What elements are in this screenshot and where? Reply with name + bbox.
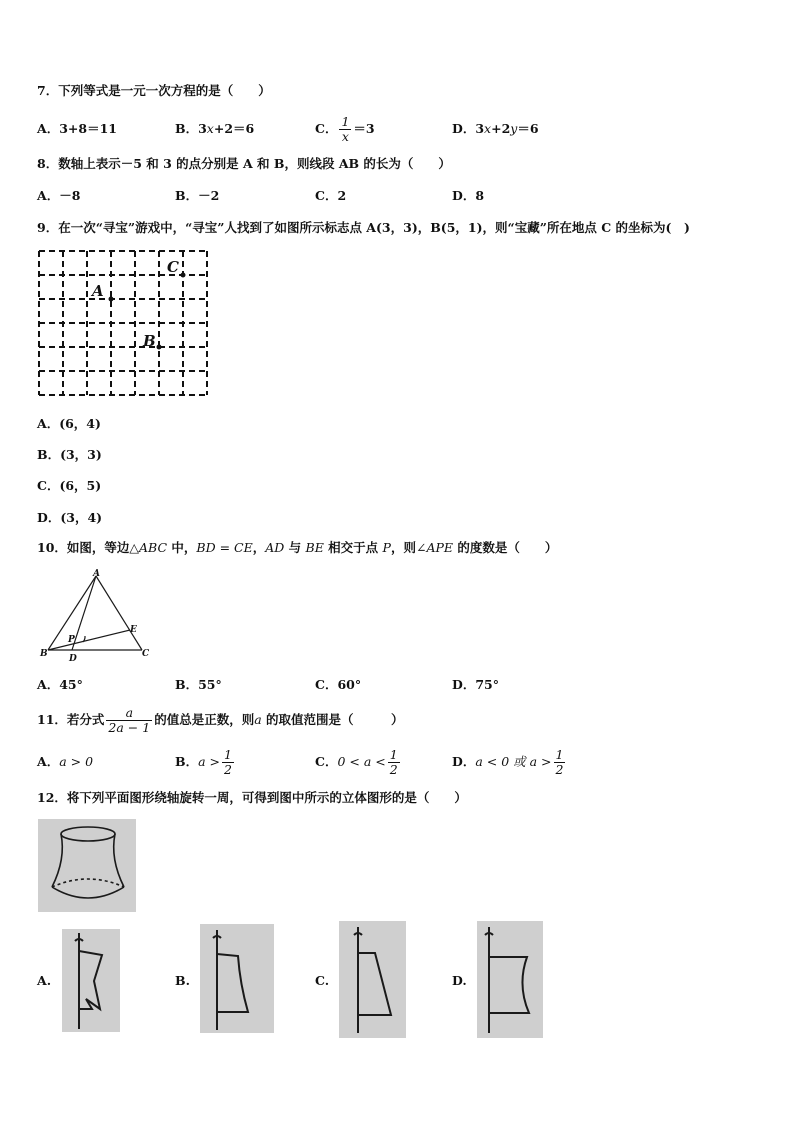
q12-option-d-label[interactable]: D. [452, 973, 467, 988]
q10-stem [37, 540, 557, 556]
q12-option-c-shape [339, 921, 406, 1038]
q7-option-d-var2: y [510, 121, 518, 136]
q9-option-b[interactable]: B．(3，3) [37, 447, 102, 462]
q12-option-c-photo[interactable] [339, 921, 406, 1038]
q12-option-c-label[interactable]: C. [315, 973, 330, 988]
q11-option-b-den: 2 [223, 762, 232, 777]
q12-solid-figure-photo [38, 819, 136, 912]
q12-option-b-label[interactable]: B. [175, 973, 190, 988]
q11-option-c-fraction [388, 748, 400, 777]
q11-option-b-num: 1 [223, 747, 232, 762]
q10-label-p: P [68, 635, 75, 645]
q11-option-a-label: A． [37, 754, 60, 769]
q11-fraction-den: 2a − 1 [108, 720, 151, 735]
q12-stem: 12．将下列平面图形绕轴旋转一周，可得到图中所示的立体图形的是（ ） [37, 790, 467, 805]
q9-label-b: B [143, 332, 156, 350]
q11-option-d-pre: a < 0 或 a > [475, 754, 552, 769]
q11-option-b-fraction [222, 748, 234, 777]
q10-p: P [382, 540, 391, 555]
q12-option-d-photo[interactable] [477, 921, 543, 1038]
q10-label-a: A [93, 569, 100, 579]
q9-point-c [181, 273, 186, 278]
q11-fraction [106, 706, 152, 735]
q12-option-a-photo[interactable] [62, 929, 120, 1032]
q7-option-d-label: D． [452, 121, 476, 136]
q11-option-c[interactable] [315, 743, 402, 781]
q11-option-b-label: B． [175, 754, 199, 769]
q7-option-c-label: C． [315, 121, 338, 136]
q12-option-b-photo[interactable] [200, 924, 274, 1033]
q10-equation: BD = CE [196, 540, 253, 555]
q8-option-d[interactable]: D．8 [452, 188, 485, 203]
q10-be: BE [305, 540, 324, 555]
q10-triangle: △ABC [129, 540, 168, 555]
q7-option-a-label: A． [37, 121, 60, 136]
q9-label-c: C [167, 258, 179, 276]
q10-ad: AD [265, 540, 285, 555]
q11-fraction-num: a [106, 706, 152, 721]
q11-option-b[interactable] [175, 743, 236, 781]
q9-grid-lines [39, 251, 207, 395]
q11-option-d-label: D． [452, 754, 476, 769]
q7-option-c-fraction [339, 115, 351, 144]
q9-option-a[interactable]: A．(6，4) [37, 416, 101, 431]
q12-option-b-shape [200, 924, 274, 1033]
q7-option-c-num: 1 [341, 114, 350, 129]
q9-grid-figure [36, 248, 212, 402]
q10-angle: ∠APE [415, 540, 454, 555]
q11-option-b-pre: a > [198, 754, 220, 769]
q10-stem-mid1: 中， [167, 540, 197, 555]
q10-stem-post: 的度数是（ ） [453, 540, 558, 555]
q9-point-a [109, 297, 114, 302]
q10-stem-mid4: 相交于点 [323, 540, 383, 555]
q10-triangle-figure [38, 568, 158, 664]
q10-label-d: D [69, 654, 77, 664]
q9-point-b [157, 345, 162, 350]
q11-option-c-pre: 0 < a < [337, 754, 386, 769]
q9-option-c[interactable]: C．(6，5) [37, 478, 102, 493]
q7-option-d-post: ＝6 [517, 121, 539, 136]
q7-option-c[interactable] [315, 110, 375, 148]
q7-option-a[interactable] [37, 121, 117, 137]
q7-option-d-pre: 3 [475, 121, 485, 136]
q7-option-b-post: +2＝6 [213, 121, 255, 136]
q7-option-b[interactable] [175, 121, 254, 137]
q7-option-d-mid: +2 [491, 121, 511, 136]
q11-option-c-label: C． [315, 754, 338, 769]
q12-option-a-shape [62, 929, 120, 1032]
q7-option-d-var1: x [484, 121, 492, 136]
q10-option-c[interactable]: C．60° [315, 677, 362, 692]
q10-label-b: B [40, 649, 48, 659]
q11-option-d-fraction [554, 748, 566, 777]
q7-option-a-text: 3+8＝11 [59, 121, 117, 136]
q9-stem: 9．在一次“寻宝”游戏中，“寻宝”人找到了如图所示标志点 A(3，3)，B(5，1)，则“宝藏”所在地点 C 的坐标为( ) [37, 220, 690, 235]
q11-option-d-num: 1 [555, 747, 564, 762]
q10-stem-mid3: 与 [284, 540, 306, 555]
q10-segment-be [48, 630, 130, 650]
q7-option-c-post: ＝3 [353, 121, 375, 136]
q9-label-a: A [92, 282, 104, 300]
q7-stem: 7．下列等式是一元一次方程的是（ ） [37, 83, 271, 98]
q10-label-c: C [142, 649, 150, 659]
q12-option-d-shape [477, 921, 543, 1038]
q10-stem-pre: 10．如图，等边 [37, 540, 130, 555]
q11-option-c-den: 2 [389, 762, 398, 777]
q10-side-ac [96, 576, 142, 650]
q10-stem-mid2: ， [252, 540, 266, 555]
q9-option-d[interactable]: D．(3，4) [37, 510, 103, 525]
q11-option-a-text: a > 0 [59, 754, 94, 769]
q10-stem-mid5: ，则 [390, 540, 416, 555]
q8-option-c[interactable]: C．2 [315, 188, 347, 203]
q7-option-c-den: x [341, 129, 349, 144]
q12-option-a-label[interactable]: A. [37, 973, 52, 988]
q11-var: a [254, 712, 262, 727]
q7-option-b-var: x [206, 121, 214, 136]
q10-option-d[interactable]: D．75° [452, 677, 499, 692]
q11-option-c-num: 1 [389, 747, 398, 762]
q7-option-b-label: B． [175, 121, 199, 136]
q8-option-b[interactable]: B．－2 [175, 188, 220, 203]
q10-label-e: E [130, 625, 137, 635]
q8-stem: 8．数轴上表示－5 和 3 的点分别是 A 和 B，则线段 AB 的长为（ ） [37, 156, 451, 171]
q11-option-d[interactable] [452, 743, 567, 781]
q11-option-d-den: 2 [555, 762, 564, 777]
q11-stem-mid: 的值总是正数，则 [154, 712, 255, 727]
q7-option-b-pre: 3 [198, 121, 207, 136]
q12-frustum-drawing [38, 819, 136, 912]
q11-stem [37, 700, 404, 740]
q8-option-a[interactable]: A．－8 [37, 188, 81, 203]
q11-stem-post: 的取值范围是（ ） [261, 712, 404, 727]
q11-stem-pre: 11．若分式 [37, 712, 105, 727]
q10-option-a[interactable]: A．45° [37, 677, 83, 692]
q10-option-b[interactable]: B．55° [175, 677, 222, 692]
q7-option-d[interactable] [452, 121, 539, 137]
q11-option-a[interactable] [37, 743, 93, 781]
